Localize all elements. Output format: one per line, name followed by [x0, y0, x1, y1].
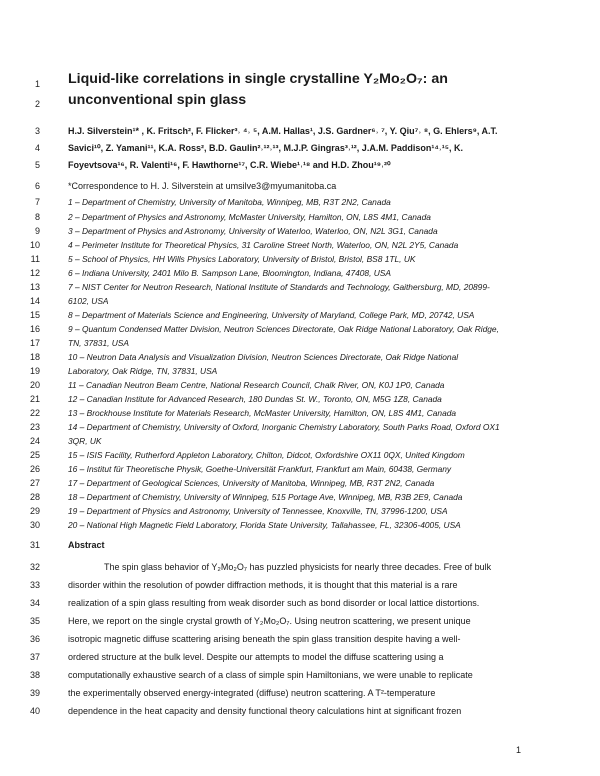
correspondence-note: *Correspondence to H. J. Silverstein at umsilve3@myumanitoba.ca [68, 181, 337, 191]
abstract-line: realization of a spin glass resulting from weak disorder such as bond disorder or local lattice distortions. [68, 598, 480, 608]
affiliation-line: 5 – School of Physics, HH Wills Physics Laboratory, University of Bristol, Bristol, BS8 1TL, UK [68, 254, 416, 264]
affiliation-line: 10 – Neutron Data Analysis and Visualization Division, Neutron Sciences Directorate, Oak Ridge National [68, 352, 459, 362]
affiliation-line: 1 – Department of Chemistry, University of Manitoba, Winnipeg, MB, R3T 2N2, Canada [68, 197, 391, 207]
line-number: 27 [29, 478, 40, 488]
affiliation-line: 13 – Brockhouse Institute for Materials Research, McMaster University, Hamilton, ON, L8S 4M1, Canada [68, 408, 457, 418]
line-number: 1 [34, 79, 40, 89]
line-number: 37 [29, 652, 40, 662]
line-number: 25 [29, 450, 40, 460]
abstract-line: computationally exhaustive search of a class of simple spin Hamiltonians, we were unable to replicate [68, 670, 473, 680]
line-number: 30 [29, 520, 40, 530]
line-number: 38 [29, 670, 40, 680]
line-number: 5 [34, 160, 40, 170]
abstract-line: The spin glass behavior of Y₂Mo₂O₇ has puzzled physicists for nearly three decades. Free of bulk [104, 562, 492, 572]
affiliation-line: 4 – Perimeter Institute for Theoretical Physics, 31 Caroline Street North, Waterloo, ON, N2L 2Y5, Canada [68, 240, 459, 250]
line-number: 18 [29, 352, 40, 362]
line-number: 26 [29, 464, 40, 474]
line-number: 12 [29, 268, 40, 278]
affiliation-line: 18 – Department of Chemistry, University of Winnipeg, 515 Portage Ave, Winnipeg, MB, R3B 2E9, Canada [68, 492, 463, 502]
line-number: 24 [29, 436, 40, 446]
line-number: 11 [30, 254, 40, 264]
line-number: 35 [29, 616, 40, 626]
affiliation-line: Laboratory, Oak Ridge, TN, 37831, USA [68, 366, 218, 376]
line-number: 28 [29, 492, 40, 502]
affiliation-line: TN, 37831, USA [68, 338, 129, 348]
abstract-line: dependence in the heat capacity and density functional theory calculations hint at significant frozen [68, 706, 462, 716]
affiliation-line: 20 – National High Magnetic Field Laboratory, Florida State University, Tallahassee, FL, 32306-4005, USA [68, 520, 461, 530]
line-number: 6 [34, 181, 40, 191]
line-number: 40 [29, 706, 40, 716]
affiliation-line: 3 – Department of Physics and Astronomy, University of Waterloo, Waterloo, ON, N2L 3G1, Canada [68, 226, 438, 236]
affiliation-line: 8 – Department of Materials Science and Engineering, University of Maryland, College Park, MD, 20742, USA [68, 310, 475, 320]
line-number: 34 [29, 598, 40, 608]
line-number: 23 [29, 422, 40, 432]
abstract-line: Here, we report on the single crystal growth of Y₂Mo₂O₇. Using neutron scattering, we present unique [68, 616, 471, 626]
line-number: 2 [34, 99, 40, 109]
line-number: 21 [29, 394, 40, 404]
affiliation-line: 6 – Indiana University, 2401 Milo B. Sampson Lane, Bloomington, Indiana, 47408, USA [68, 268, 391, 278]
line-number: 20 [29, 380, 40, 390]
line-number: 36 [29, 634, 40, 644]
author-line: Foyevtsova¹⁶, R. Valenti¹⁶, F. Hawthorne¹⁷, C.R. Wiebe¹˒¹⁸ and H.D. Zhou¹⁹˒²⁰ [68, 160, 391, 170]
affiliation-line: 2 – Department of Physics and Astronomy, McMaster University, Hamilton, ON, L8S 4M1, Canada [68, 212, 431, 222]
line-number: 13 [29, 282, 40, 292]
line-number: 32 [29, 562, 40, 572]
line-number: 8 [34, 212, 40, 222]
line-number: 29 [29, 506, 40, 516]
line-number: 3 [34, 126, 40, 136]
line-number: 16 [29, 324, 40, 334]
affiliation-line: 19 – Department of Physics and Astronomy, University of Tennessee, Knoxville, TN, 37996-1200, USA [68, 506, 448, 516]
abstract-heading: Abstract [68, 540, 105, 550]
affiliation-line: 9 – Quantum Condensed Matter Division, Neutron Sciences Directorate, Oak Ridge National Laboratory, Oak Ridge, [68, 324, 499, 334]
affiliation-line: 15 – ISIS Facility, Rutherford Appleton Laboratory, Chilton, Didcot, Oxfordshire OX11 0QX, United Kingdom [68, 450, 465, 460]
author-line: H.J. Silverstein¹* , K. Fritsch², F. Flicker³˒ ⁴˒ ⁵, A.M. Hallas¹, J.S. Gardner⁶˒ ⁷, Y. Qiu⁷˒ ⁸, G. Ehlers⁹, A.T. [68, 126, 498, 136]
abstract-line: the experimentally observed energy-integrated (diffuse) neutron scattering. A T²-temperature [68, 688, 436, 698]
abstract-line: ordered structure at the bulk level. Despite our attempts to model the diffuse scattering using a [68, 652, 444, 662]
line-number: 7 [34, 197, 40, 207]
line-number: 31 [29, 540, 40, 550]
line-number: 22 [29, 408, 40, 418]
line-number: 33 [29, 580, 40, 590]
line-number: 10 [29, 240, 40, 250]
line-number: 15 [29, 310, 40, 320]
affiliation-line: 16 – Institut für Theoretische Physik, Goethe-Universität Frankfurt, Frankfurt am Main, 60438, Germany [68, 464, 452, 474]
affiliation-line: 3QR, UK [68, 436, 102, 446]
affiliation-line: 12 – Canadian Institute for Advanced Research, 180 Dundas St. W., Toronto, ON, M5G 1Z8, Canada [68, 394, 442, 404]
paper-title-line-2: unconventional spin glass [68, 92, 247, 108]
line-number: 9 [34, 226, 40, 236]
affiliation-line: 7 – NIST Center for Neutron Research, National Institute of Standards and Technology, Gaithersburg, MD, 20899- [68, 282, 490, 292]
affiliation-line: 14 – Department of Chemistry, University of Oxford, Inorganic Chemistry Laboratory, South Parks Road, Oxford OX1 [68, 422, 500, 432]
affiliation-line: 17 – Department of Geological Sciences, University of Manitoba, Winnipeg, MB, R3T 2N2, Canada [68, 478, 435, 488]
line-number: 14 [29, 296, 40, 306]
abstract-line: disorder within the resolution of powder diffraction methods, it is thought that this material is a rare [68, 580, 458, 590]
author-line: Savici¹⁰, Z. Yamani¹¹, K.A. Ross², B.D. Gaulin²˒¹²˒¹³, M.J.P. Gingras³˒¹², J.A.M. Paddison¹⁴˒¹⁵, K. [68, 143, 463, 153]
page-number: 1 [516, 745, 522, 755]
affiliation-line: 11 – Canadian Neutron Beam Centre, National Research Council, Chalk River, ON, K0J 1P0, Canada [68, 380, 445, 390]
line-number: 19 [29, 366, 40, 376]
abstract-line: isotropic magnetic diffuse scattering arising beneath the spin glass transition despite having a well- [68, 634, 461, 644]
line-number: 39 [29, 688, 40, 698]
affiliation-line: 6102, USA [68, 296, 109, 306]
line-number: 17 [29, 338, 40, 348]
line-number: 4 [34, 143, 40, 153]
paper-title-line-1: Liquid-like correlations in single crystalline Y₂Mo₂O₇: an [68, 71, 448, 87]
